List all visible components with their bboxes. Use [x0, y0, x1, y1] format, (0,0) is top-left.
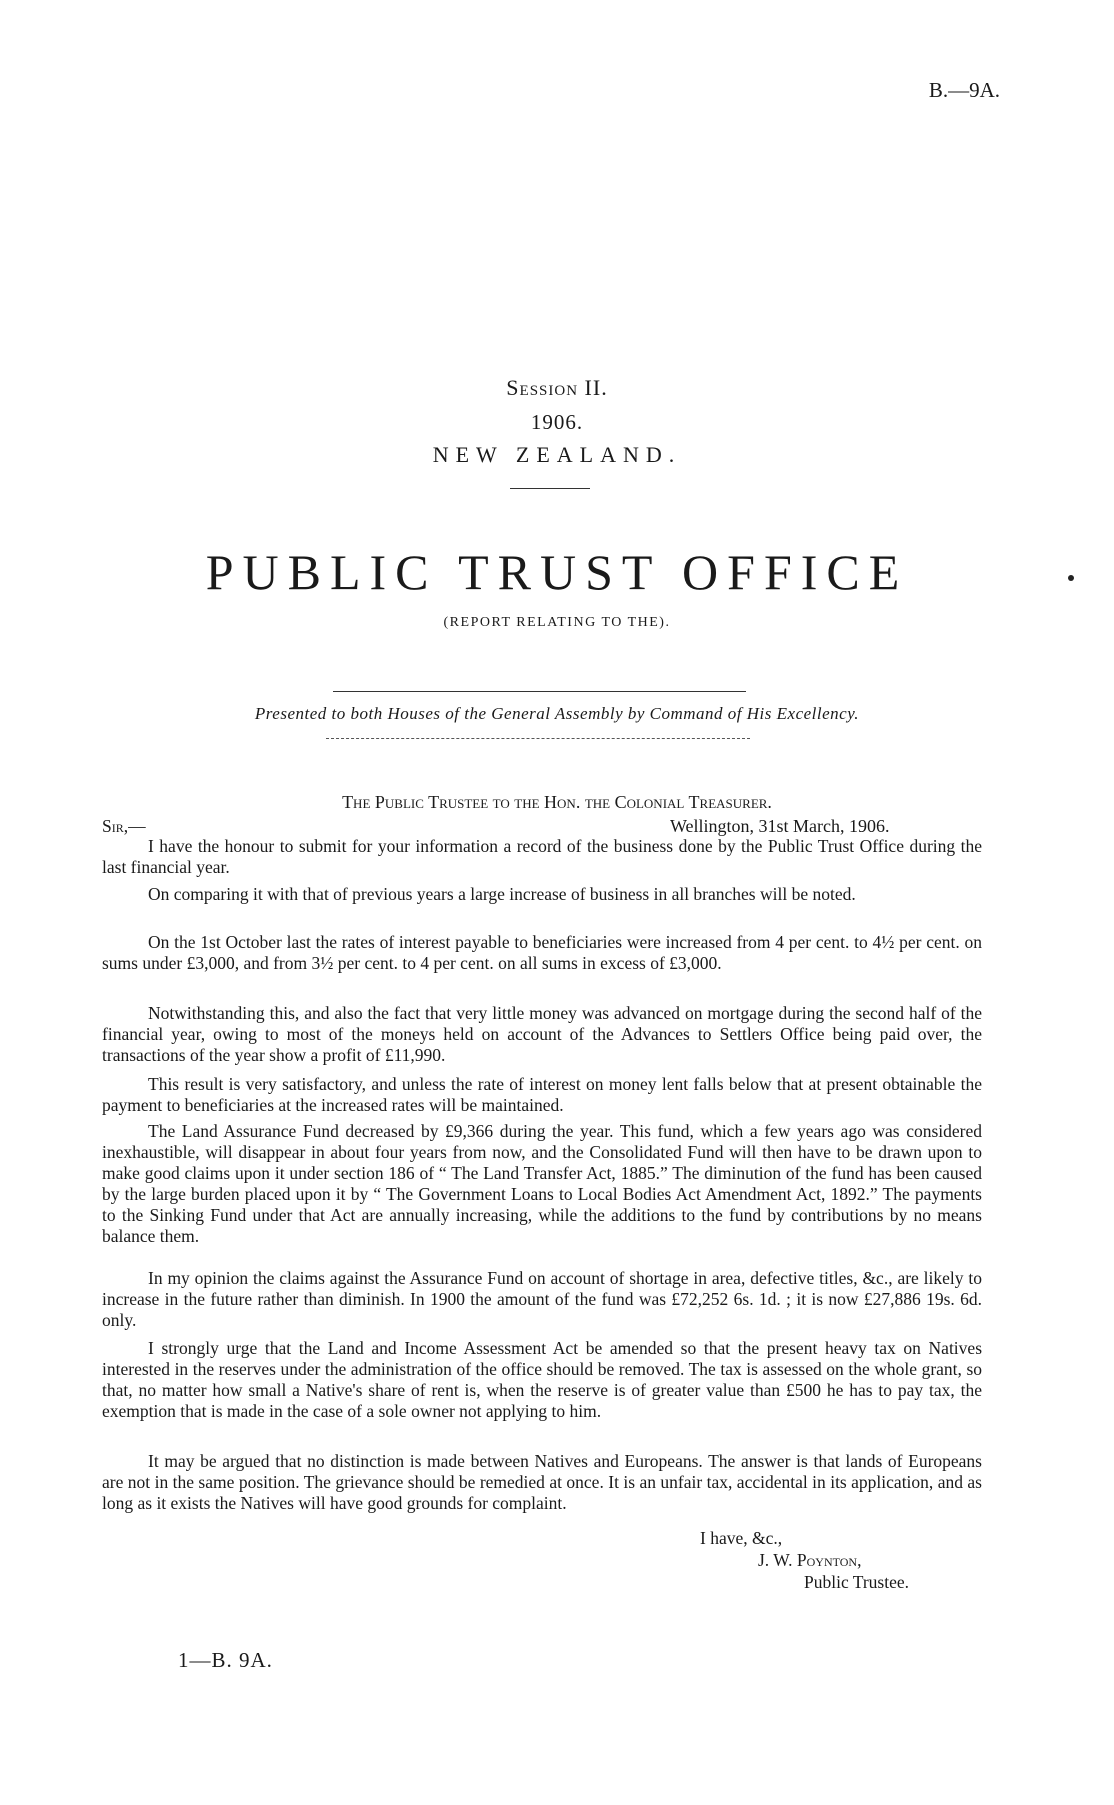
presented-line: Presented to both Houses of the General Assembly by Command of His Excellency. [254, 704, 860, 723]
salutation: Sir,— [102, 816, 146, 836]
document-subtitle: (REPORT RELATING TO THE). [443, 615, 671, 630]
document-title: PUBLIC TRUST OFFICE [205, 544, 909, 600]
paragraph-9: It may be argued that no distinction is made between Natives and Europeans. The answer is that lands of Europeans are not in the same position. The grievance should be remedied at once. It is an unfair tax, accidental in its application, and as long as it exists the Natives will have good grounds for complaint. [102, 1451, 982, 1513]
addressing-text: The Public Trustee to the Hon. the Colonial Treasurer. [342, 792, 772, 812]
paragraph-5: This result is very satisfactory, and unless the rate of interest on money lent falls below that at present obtainable the payment to beneficiaries at the increased rates will be maintained. [102, 1074, 982, 1115]
letter-addressing [0, 792, 1114, 813]
place-date: Wellington, 31st March, 1906. [670, 816, 890, 836]
paragraph-6: The Land Assurance Fund decreased by £9,366 during the year. This fund, which a few years ago was considered inexhaustible, will disappear in about four years from now, and the Consolidated Fund will then have to be drawn upon to make good claims upon it under section 186 of “ The Land Transfer Act, 1885.” The diminution of the fund has been caused by the large burden placed upon it by “ The Government Loans to Local Bodies Act Amendment Act, 1892.” The payments to the Sinking Fund under that Act are annually increasing, while the additions to the fund by contributions by no means balance them. [102, 1121, 982, 1246]
presented-divider-top [333, 691, 746, 692]
signature-title: Public Trustee. [804, 1572, 910, 1592]
paragraph-1: I have the honour to submit for your information a record of the business done by the Public Trust Office during the last financial year. [102, 836, 982, 877]
signature-mark: 1—B. 9A. [178, 1648, 273, 1672]
paragraph-4: Notwithstanding this, and also the fact that very little money was advanced on mortgage during the second half of the financial year, owing to most of the moneys held on account of the Advances to Settlers Office being paid over, the transactions of the year show a profit of £11,990. [102, 1003, 982, 1065]
title-divider-short [510, 488, 590, 489]
margin-dot [1068, 575, 1074, 581]
paragraph-3: On the 1st October last the rates of interest payable to beneficiaries were increased from 4 per cent. to 4½ per cent. on sums under £3,000, and from 3½ per cent. to 4 per cent. on all sums in excess of £3,000. [102, 932, 982, 973]
closing: I have, &c., [700, 1528, 783, 1548]
paragraph-7: In my opinion the claims against the Assurance Fund on account of shortage in area, defective titles, &c., are likely to increase in the future rather than diminish. In 1900 the amount of the fund was £72,252 6s. 1d. ; it is now £27,886 19s. 6d. only. [102, 1268, 982, 1330]
session-label: Session II. [506, 375, 608, 400]
signature-name: J. W. Poynton, [758, 1550, 862, 1570]
country-heading: NEW ZEALAND. [432, 442, 682, 467]
presented-divider-bottom [326, 738, 750, 739]
session-year: 1906. [530, 410, 584, 434]
paragraph-2: On comparing it with that of previous years a large increase of business in all branches will be noted. [148, 884, 856, 904]
document-reference: B.—9A. [928, 78, 1000, 102]
paragraph-8: I strongly urge that the Land and Income Assessment Act be amended so that the present heavy tax on Natives interested in the reserves under the administration of the office should be removed. The tax is assessed on the whole grant, so that, no matter how small a Native's share of rent is, when the reserve is of greater value than £500 he has to pay tax, the exemption that is made in the case of a sole owner not applying to him. [102, 1338, 982, 1421]
